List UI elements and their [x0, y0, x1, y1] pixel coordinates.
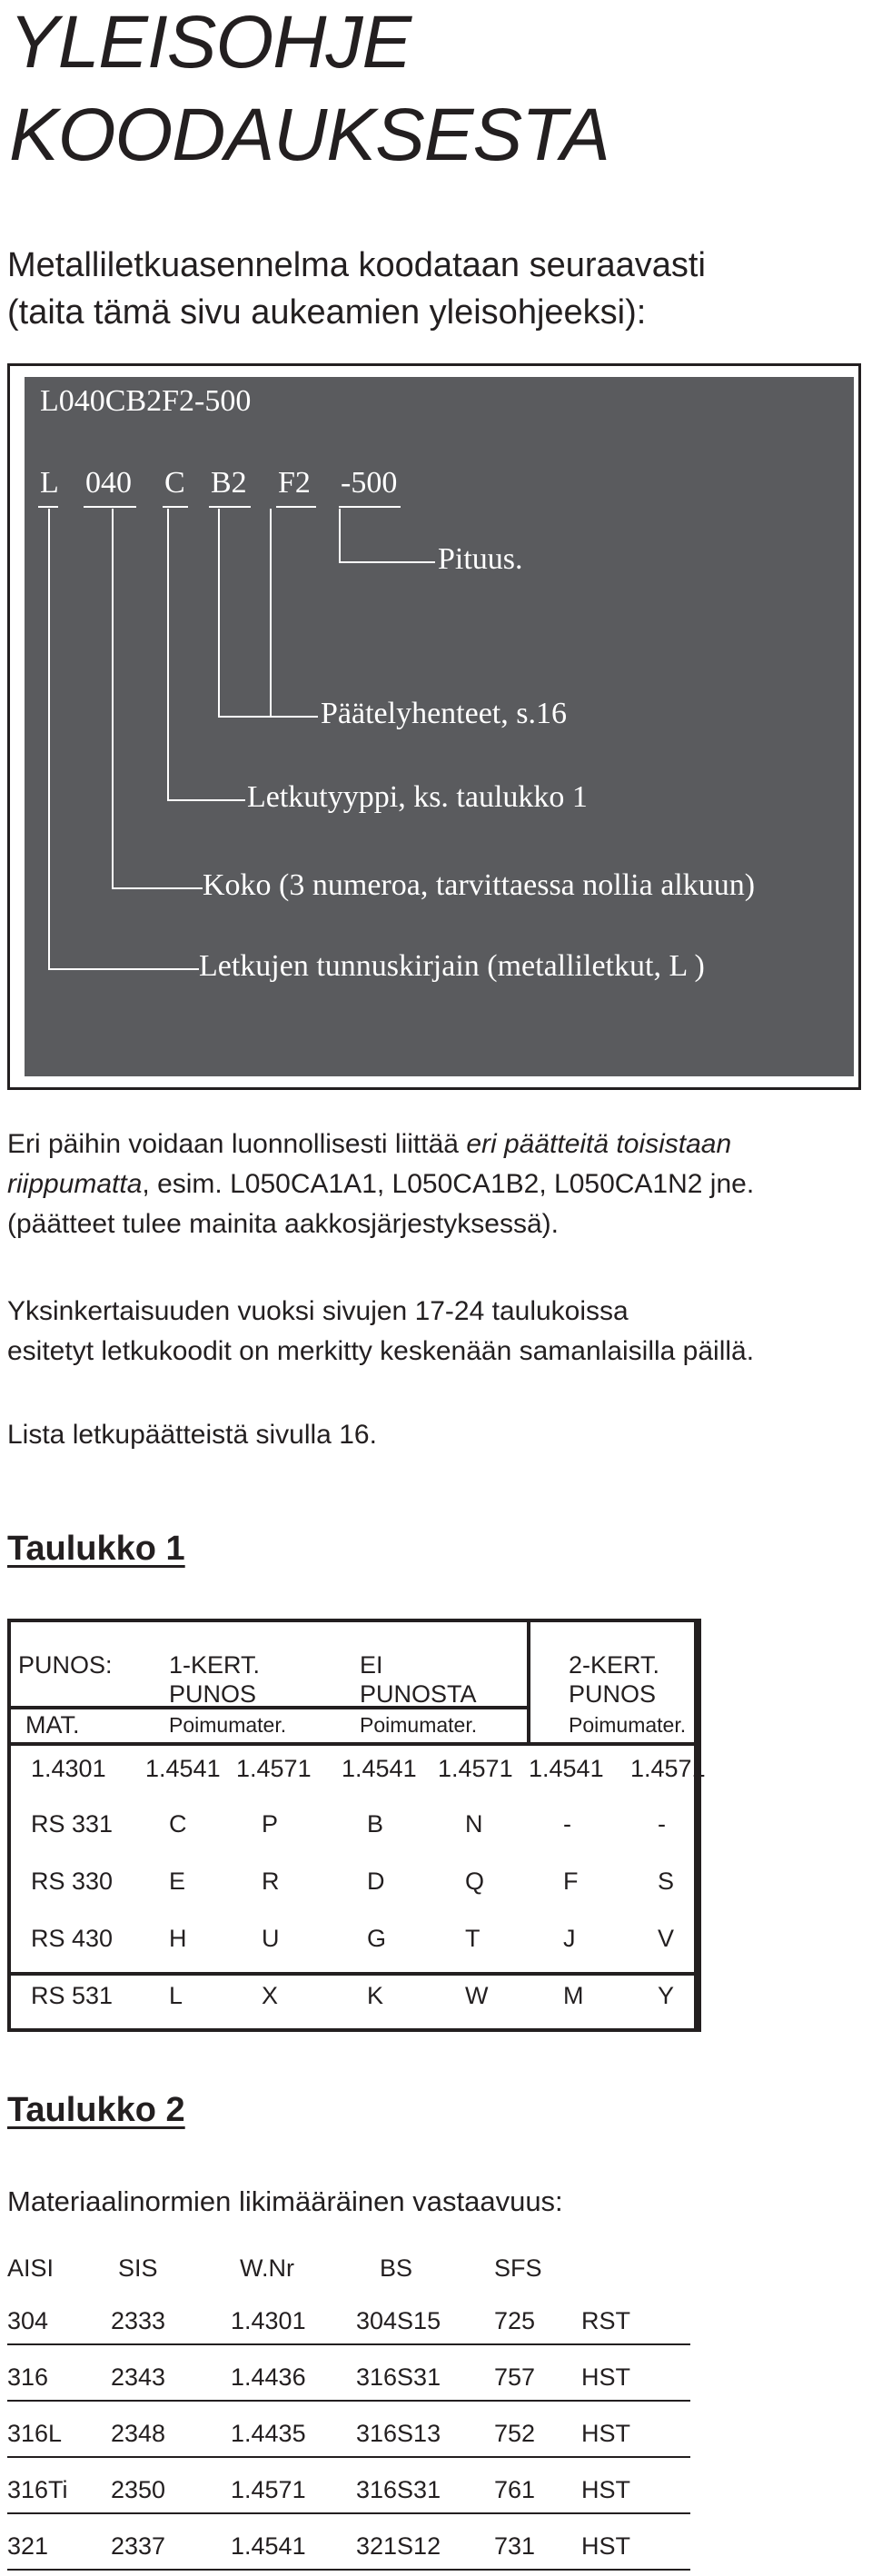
- table2-header-wnr: W.Nr: [240, 2254, 294, 2282]
- label-hose-type: Letkutyyppi, ks. taulukko 1: [247, 780, 588, 814]
- code-box: [25, 377, 854, 1076]
- table2-cell: HST: [581, 2476, 630, 2503]
- table2-heading: Taulukko 2: [7, 2091, 185, 2129]
- table2-cell: 752: [494, 2420, 536, 2447]
- table2-cell: HST: [581, 2363, 630, 2391]
- table1-subhead-cell: 1.4541: [145, 1755, 221, 1782]
- table2-cell: 2343: [111, 2363, 166, 2391]
- full-code: L040CB2F2-500: [40, 384, 252, 418]
- intro-line-2: (taita tämä sivu aukeamien yleisohjeeksi):: [7, 293, 647, 332]
- table1-cell: Q: [465, 1868, 485, 1895]
- paragraph-3: Lista letkupäätteistä sivulla 16.: [7, 1420, 377, 1450]
- table2-cell: 725: [494, 2307, 536, 2334]
- table2-cell: 316Ti: [7, 2476, 68, 2503]
- table2-cell: HST: [581, 2420, 630, 2447]
- table2: [7, 2254, 698, 2568]
- table1-subhead-cell: 1.4541: [342, 1755, 417, 1782]
- table2-row-rule: [7, 2456, 690, 2458]
- paragraph-2-line-2: esitetyt letkukoodit on merkitty keskenään samanlaisilla päillä.: [7, 1336, 755, 1366]
- table2-row-rule: [7, 2400, 690, 2402]
- table2-cell: 321S12: [356, 2532, 441, 2560]
- table1-subhead-cell: 1.4571: [236, 1755, 312, 1782]
- label-length: Pituus.: [438, 542, 523, 576]
- table1-cell: H: [169, 1925, 187, 1952]
- code-part-letter: L: [40, 466, 59, 500]
- table1-subhead-cell: 1.4301: [31, 1755, 106, 1782]
- table2-row-rule: [7, 2512, 690, 2514]
- table2-cell: 757: [494, 2363, 536, 2391]
- table1-subhead-cell: 1.4571: [630, 1755, 706, 1782]
- table2-header-aisi: AISI: [7, 2254, 54, 2282]
- table2-cell: 316S13: [356, 2420, 441, 2447]
- table1-head-1kert: 1-KERT.: [169, 1651, 261, 1679]
- table1-cell: T: [465, 1925, 481, 1952]
- table1-row-material: RS 531: [31, 1982, 114, 2009]
- table2-cell: 316L: [7, 2420, 63, 2447]
- table1-cell: Y: [658, 1982, 675, 2009]
- table1-cell: C: [169, 1810, 187, 1838]
- table1-cell: S: [658, 1868, 675, 1895]
- paragraph-1-line-1: Eri päihin voidaan luonnollisesti liittää eri päätteitä toisistaan: [7, 1129, 732, 1159]
- table1-cell: P: [262, 1810, 279, 1838]
- code-part-length: -500: [341, 466, 398, 500]
- code-part-end1: B2: [211, 466, 247, 500]
- table2-cell: RST: [581, 2307, 630, 2334]
- table2-header-bs: BS: [380, 2254, 413, 2282]
- table1: [7, 1619, 706, 2032]
- code-part-type: C: [164, 466, 185, 500]
- page-title-line-1: YLEISOHJE: [9, 1, 411, 84]
- label-ends: Päätelyhenteet, s.16: [321, 697, 567, 730]
- table2-cell: 2350: [111, 2476, 166, 2503]
- table2-cell: 2333: [111, 2307, 166, 2334]
- table1-cell: J: [563, 1925, 576, 1952]
- table2-header-sfs: SFS: [494, 2254, 542, 2282]
- table2-cell: 1.4436: [231, 2363, 306, 2391]
- page-title-line-2: KOODAUKSESTA: [9, 94, 609, 176]
- table2-cell: 2348: [111, 2420, 166, 2447]
- label-letter: Letkujen tunnuskirjain (metalliletkut, L ): [199, 949, 705, 983]
- table2-cell: 1.4435: [231, 2420, 306, 2447]
- table2-cell: 761: [494, 2476, 536, 2503]
- code-part-end2: F2: [278, 466, 311, 500]
- table2-header-sis: SIS: [118, 2254, 158, 2282]
- table2-cell: 316: [7, 2363, 49, 2391]
- table2-row-rule: [7, 2343, 690, 2345]
- table1-row-material: RS 330: [31, 1868, 114, 1895]
- table1-cell: D: [367, 1868, 385, 1895]
- table1-cell: U: [262, 1925, 280, 1952]
- table1-head-ei: EI: [360, 1651, 383, 1679]
- table2-row-rule: [7, 2569, 690, 2571]
- label-size: Koko (3 numeroa, tarvittaessa nollia alkuun): [203, 868, 756, 902]
- table1-head-ei-punosta: PUNOSTA: [360, 1680, 477, 1708]
- table2-cell: 1.4301: [231, 2307, 306, 2334]
- table2-cell: 1.4571: [231, 2476, 306, 2503]
- intro-line-1: Metalliletkuasennelma koodataan seuraavasti: [7, 246, 706, 284]
- table1-head-1kert-punos: PUNOS: [169, 1680, 257, 1708]
- table1-cell: B: [367, 1810, 384, 1838]
- table1-cell: V: [658, 1925, 675, 1952]
- paragraph-1-line-3: (päätteet tulee mainita aakkosjärjestyksessä).: [7, 1209, 559, 1239]
- table1-cell: W: [465, 1982, 489, 2009]
- table2-cell: 321: [7, 2532, 49, 2560]
- table1-mat-label: MAT.: [25, 1711, 80, 1739]
- table1-cell: -: [563, 1810, 571, 1838]
- table1-row-material: RS 430: [31, 1925, 114, 1952]
- code-part-size: 040: [85, 466, 132, 500]
- table1-cell: M: [563, 1982, 584, 2009]
- table2-cell: 316S31: [356, 2476, 441, 2503]
- table2-cell: 731: [494, 2532, 536, 2560]
- table1-head-2kert: 2-KERT.: [569, 1651, 660, 1679]
- table2-cell: 304: [7, 2307, 49, 2334]
- paragraph-1-line-2: riippumatta, esim. L050CA1A1, L050CA1B2, L050CA1N2 jne.: [7, 1169, 755, 1199]
- table2-caption: Materiaalinormien likimääräinen vastaavuus:: [7, 2185, 563, 2217]
- table1-cell: F: [563, 1868, 579, 1895]
- table1-head-ei-poimu: Poimumater.: [360, 1713, 478, 1737]
- table1-head-2kert-punos: PUNOS: [569, 1680, 657, 1708]
- table1-head-2kert-poimu: Poimumater.: [569, 1713, 687, 1737]
- table1-cell: K: [367, 1982, 384, 2009]
- table1-subhead-cell: 1.4571: [438, 1755, 513, 1782]
- table1-cell: E: [169, 1868, 186, 1895]
- table2-cell: 316S31: [356, 2363, 441, 2391]
- paragraph-2-line-1: Yksinkertaisuuden vuoksi sivujen 17-24 taulukoissa: [7, 1296, 629, 1326]
- table1-subhead-cell: 1.4541: [529, 1755, 604, 1782]
- table1-cell: L: [169, 1982, 183, 2009]
- table2-cell: 2337: [111, 2532, 166, 2560]
- table1-cell: -: [658, 1810, 666, 1838]
- table1-cell: X: [262, 1982, 279, 2009]
- table1-row-material: RS 331: [31, 1810, 114, 1838]
- table1-punos-label: PUNOS:: [18, 1651, 113, 1679]
- table2-cell: HST: [581, 2532, 630, 2560]
- table1-heading: Taulukko 1: [7, 1530, 185, 1568]
- table2-cell: 1.4541: [231, 2532, 306, 2560]
- table1-cell: N: [465, 1810, 483, 1838]
- table1-cell: G: [367, 1925, 387, 1952]
- table1-head-1kert-poimu: Poimumater.: [169, 1713, 287, 1737]
- table1-cell: R: [262, 1868, 280, 1895]
- table2-cell: 304S15: [356, 2307, 441, 2334]
